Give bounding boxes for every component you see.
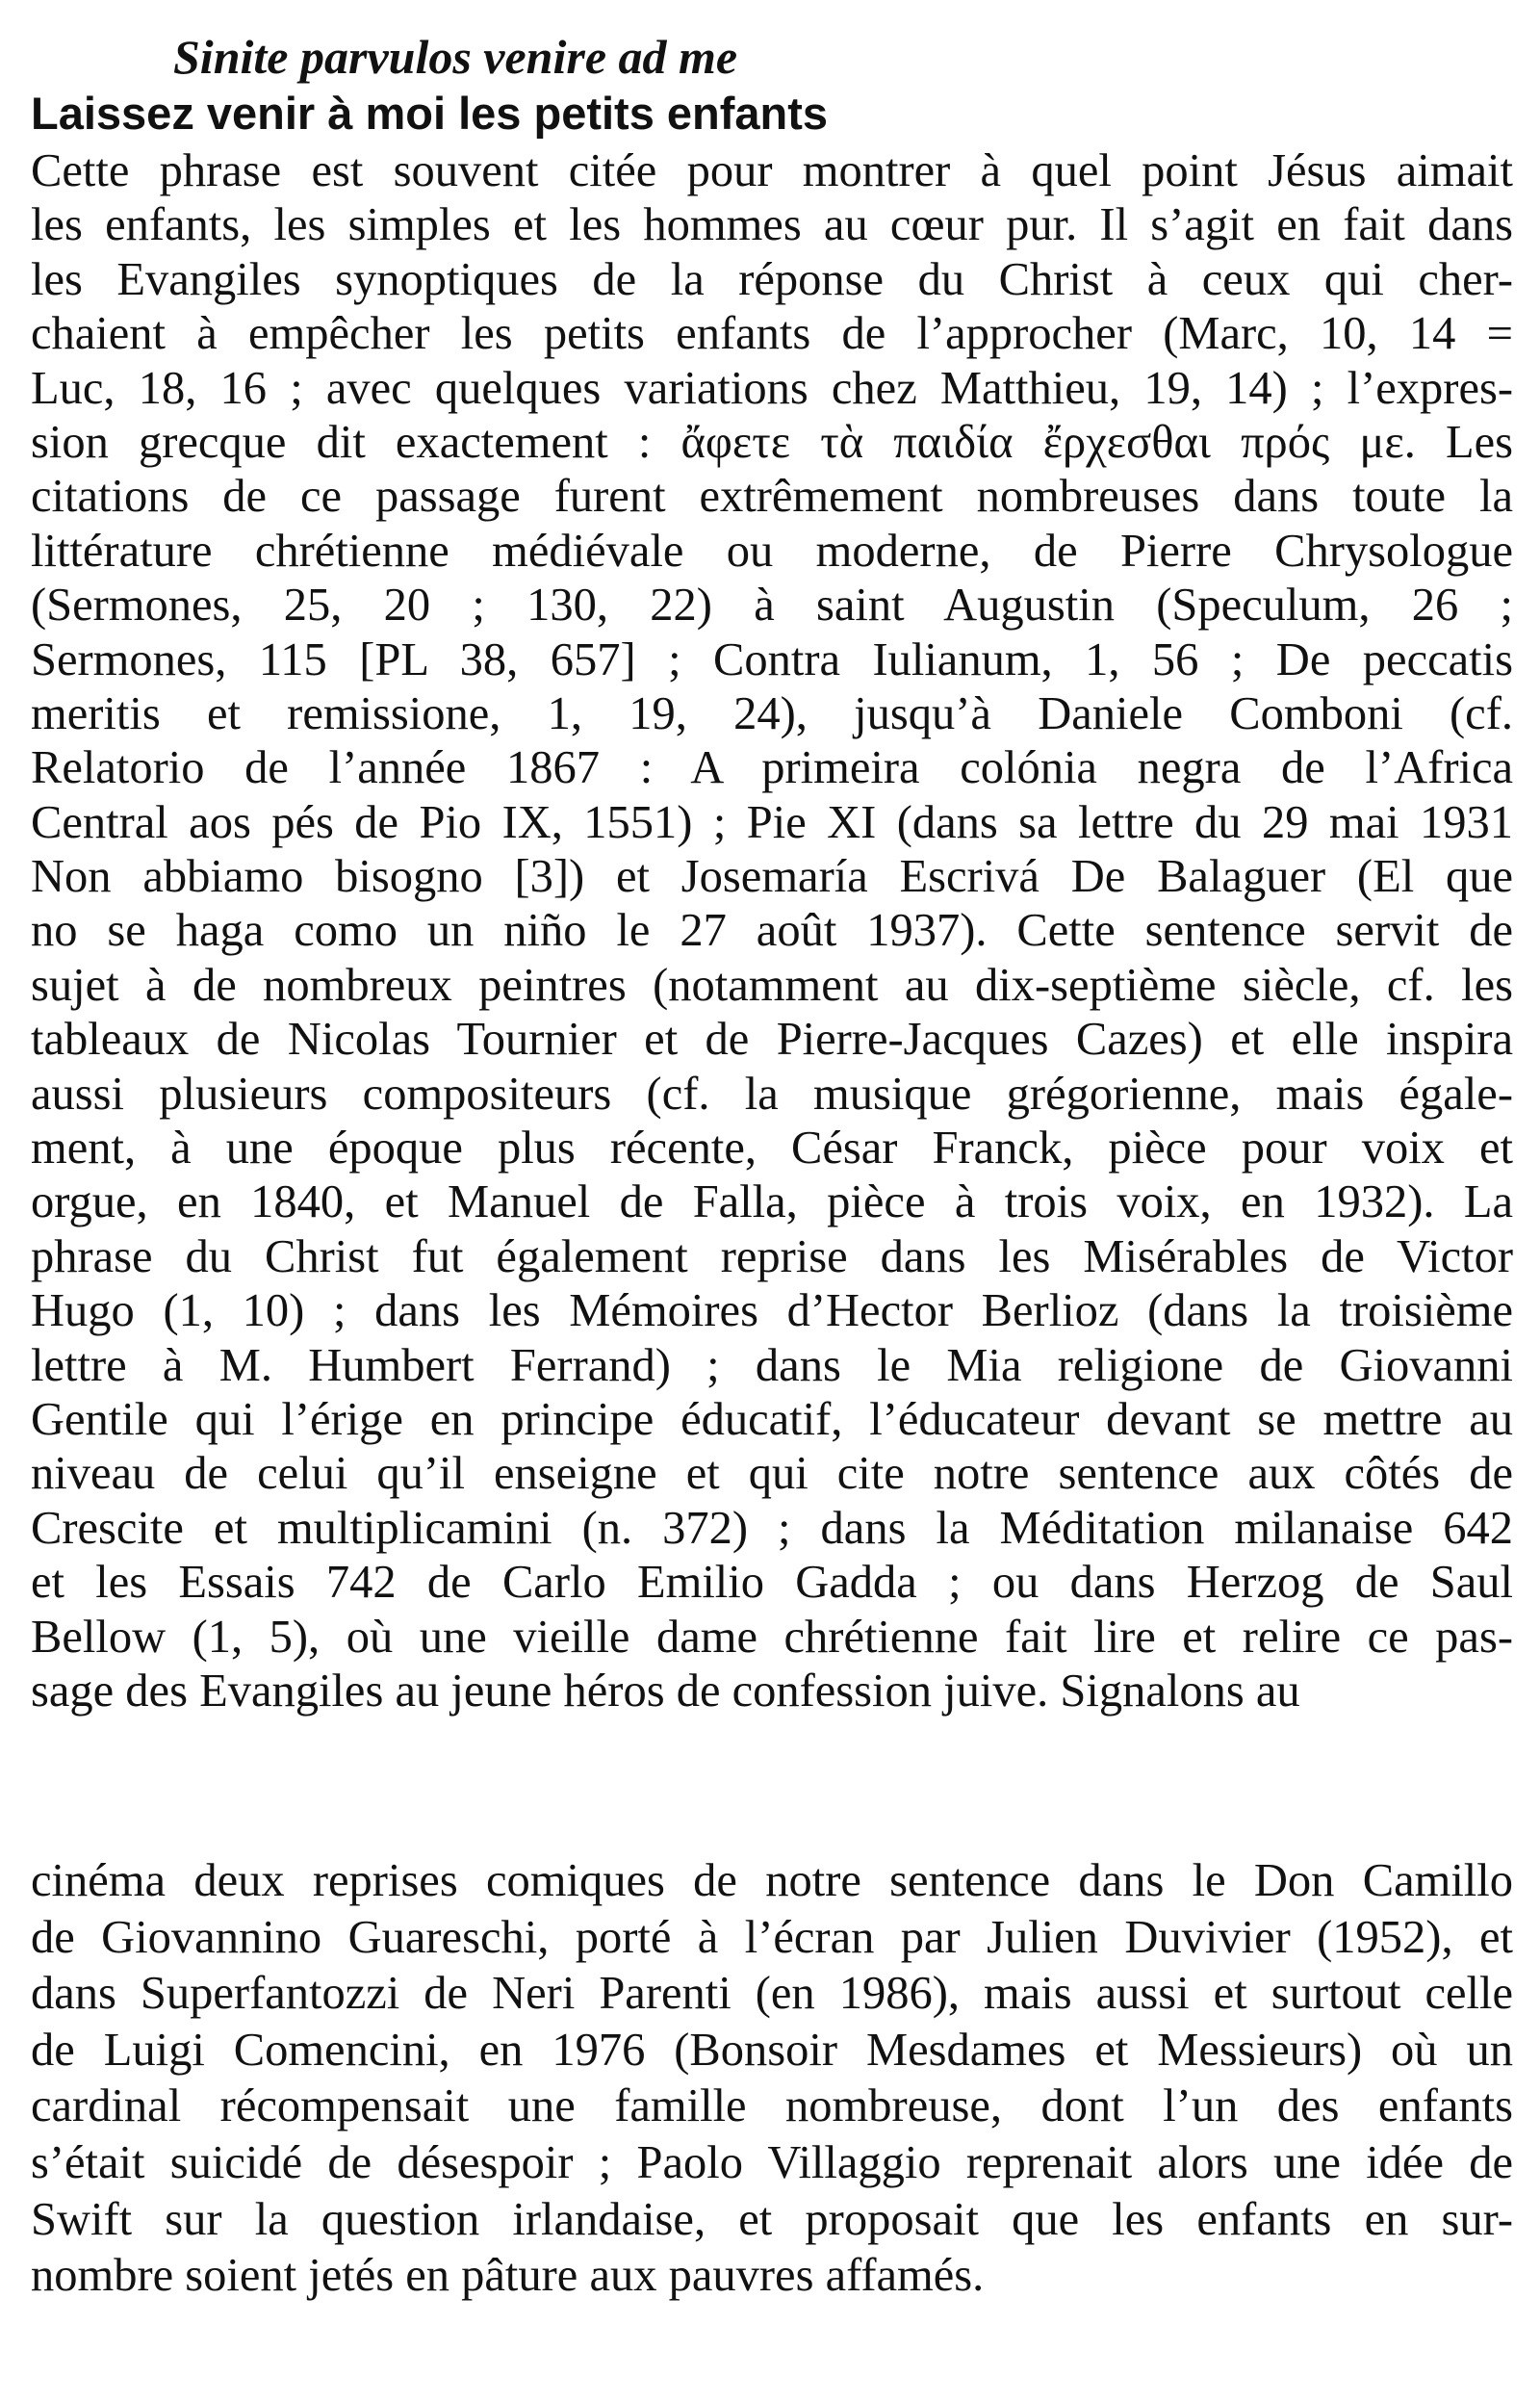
text-line: dans Superfantozzi de Neri Parenti (en 1986), mais aussi et surtout celle (31, 1968, 1513, 2020)
text-line: de Luigi Comencini, en 1976 (Bonsoir Mesdames et Messieurs) où un (31, 2024, 1513, 2076)
text-line: sage des Evangiles au jeune héros de confession juive. Signalons au (31, 1665, 1300, 1717)
text-line: cinéma deux reprises comiques de notre sentence dans le Don Camillo (31, 1855, 1513, 1906)
main-paragraph (31, 144, 1513, 1718)
text-line: (Sermones, 25, 20 ; 130, 22) à saint Augustin (Speculum, 26 ; (31, 580, 1513, 632)
text-line: niveau de celui qu’il enseigne et qui cite notre sentence aux côtés de (31, 1448, 1513, 1500)
cinema-paragraph (31, 1853, 1513, 2305)
text-line: Relatorio de l’année 1867 : A primeira colónia negra de l’Africa (31, 742, 1513, 794)
text-line: de Giovannino Guareschi, porté à l’écran par Julien Duvivier (1952), et (31, 1911, 1513, 1963)
text-line: Non abbiamo bisogno [3]) et Josemaría Escrivá De Balaguer (El que (31, 851, 1513, 903)
text-line: Swift sur la question irlandaise, et proposait que les enfants en sur- (31, 2193, 1513, 2245)
text-line: les Evangiles synoptiques de la réponse du Christ à ceux qui cher- (31, 253, 1513, 305)
text-line: Cette phrase est souvent citée pour montrer à quel point Jésus aimait (31, 145, 1513, 196)
text-line: sujet à de nombreux peintres (notamment au dix-septième siècle, cf. les (31, 959, 1513, 1011)
text-line: Sermones, 115 [PL 38, 657] ; Contra Iulianum, 1, 56 ; De peccatis (31, 633, 1513, 685)
text-line: Luc, 18, 16 ; avec quelques variations chez Matthieu, 19, 14) ; l’expres- (31, 362, 1513, 414)
text-line: tableaux de Nicolas Tournier et de Pierre-Jacques Cazes) et elle inspira (31, 1014, 1513, 1066)
text-line: Crescite et multiplicamini (n. 372) ; dans la Méditation milanaise 642 (31, 1502, 1513, 1554)
text-line: Gentile qui l’érige en principe éducatif, l’éducateur devant se mettre au (31, 1393, 1513, 1445)
text-line: et les Essais 742 de Carlo Emilio Gadda ; ou dans Herzog de Saul (31, 1557, 1513, 1609)
text-line: meritis et remissione, 1, 19, 24), jusqu’à Daniele Comboni (cf. (31, 687, 1513, 739)
text-line: no se haga como un niño le 27 août 1937). Cette sentence servit de (31, 905, 1513, 957)
text-line: s’était suicidé de désespoir ; Paolo Villaggio reprenait alors une idée de (31, 2136, 1513, 2188)
latin-heading: Sinite parvulos venire ad me (173, 30, 738, 84)
text-line: phrase du Christ fut également reprise dans les Misérables de Victor (31, 1230, 1513, 1282)
text-line: sion grecque dit exactement : ἄφετε τὰ παιδία ἔρχεσθαι πρός με. Les (31, 416, 1513, 468)
text-line: Hugo (1, 10) ; dans les Mémoires d’Hector Berlioz (dans la troisième (31, 1285, 1513, 1337)
text-line: citations de ce passage furent extrêmement nombreuses dans toute la (31, 471, 1513, 523)
text-line: orgue, en 1840, et Manuel de Falla, pièce à trois voix, en 1932). La (31, 1176, 1513, 1228)
text-line: Central aos pés de Pio IX, 1551) ; Pie XI (dans sa lettre du 29 mai 1931 (31, 796, 1513, 848)
french-heading: Laissez venir à moi les petits enfants (31, 88, 829, 139)
text-line: littérature chrétienne médiévale ou moderne, de Pierre Chrysologue (31, 525, 1513, 577)
text-line: Bellow (1, 5), où une vieille dame chrétienne fait lire et relire ce pas- (31, 1611, 1513, 1663)
text-line: chaient à empêcher les petits enfants de l’approcher (Marc, 10, 14 = (31, 308, 1513, 360)
text-line: cardinal récompensait une famille nombreuse, dont l’un des enfants (31, 2080, 1513, 2132)
text-line: les enfants, les simples et les hommes au cœur pur. Il s’agit en fait dans (31, 199, 1513, 251)
text-line: aussi plusieurs compositeurs (cf. la musique grégorienne, mais égale- (31, 1068, 1513, 1120)
text-line: ment, à une époque plus récente, César Franck, pièce pour voix et (31, 1123, 1513, 1175)
text-line: lettre à M. Humbert Ferrand) ; dans le Mia religione de Giovanni (31, 1339, 1513, 1391)
text-line: nombre soient jetés en pâture aux pauvres affamés. (31, 2250, 985, 2302)
